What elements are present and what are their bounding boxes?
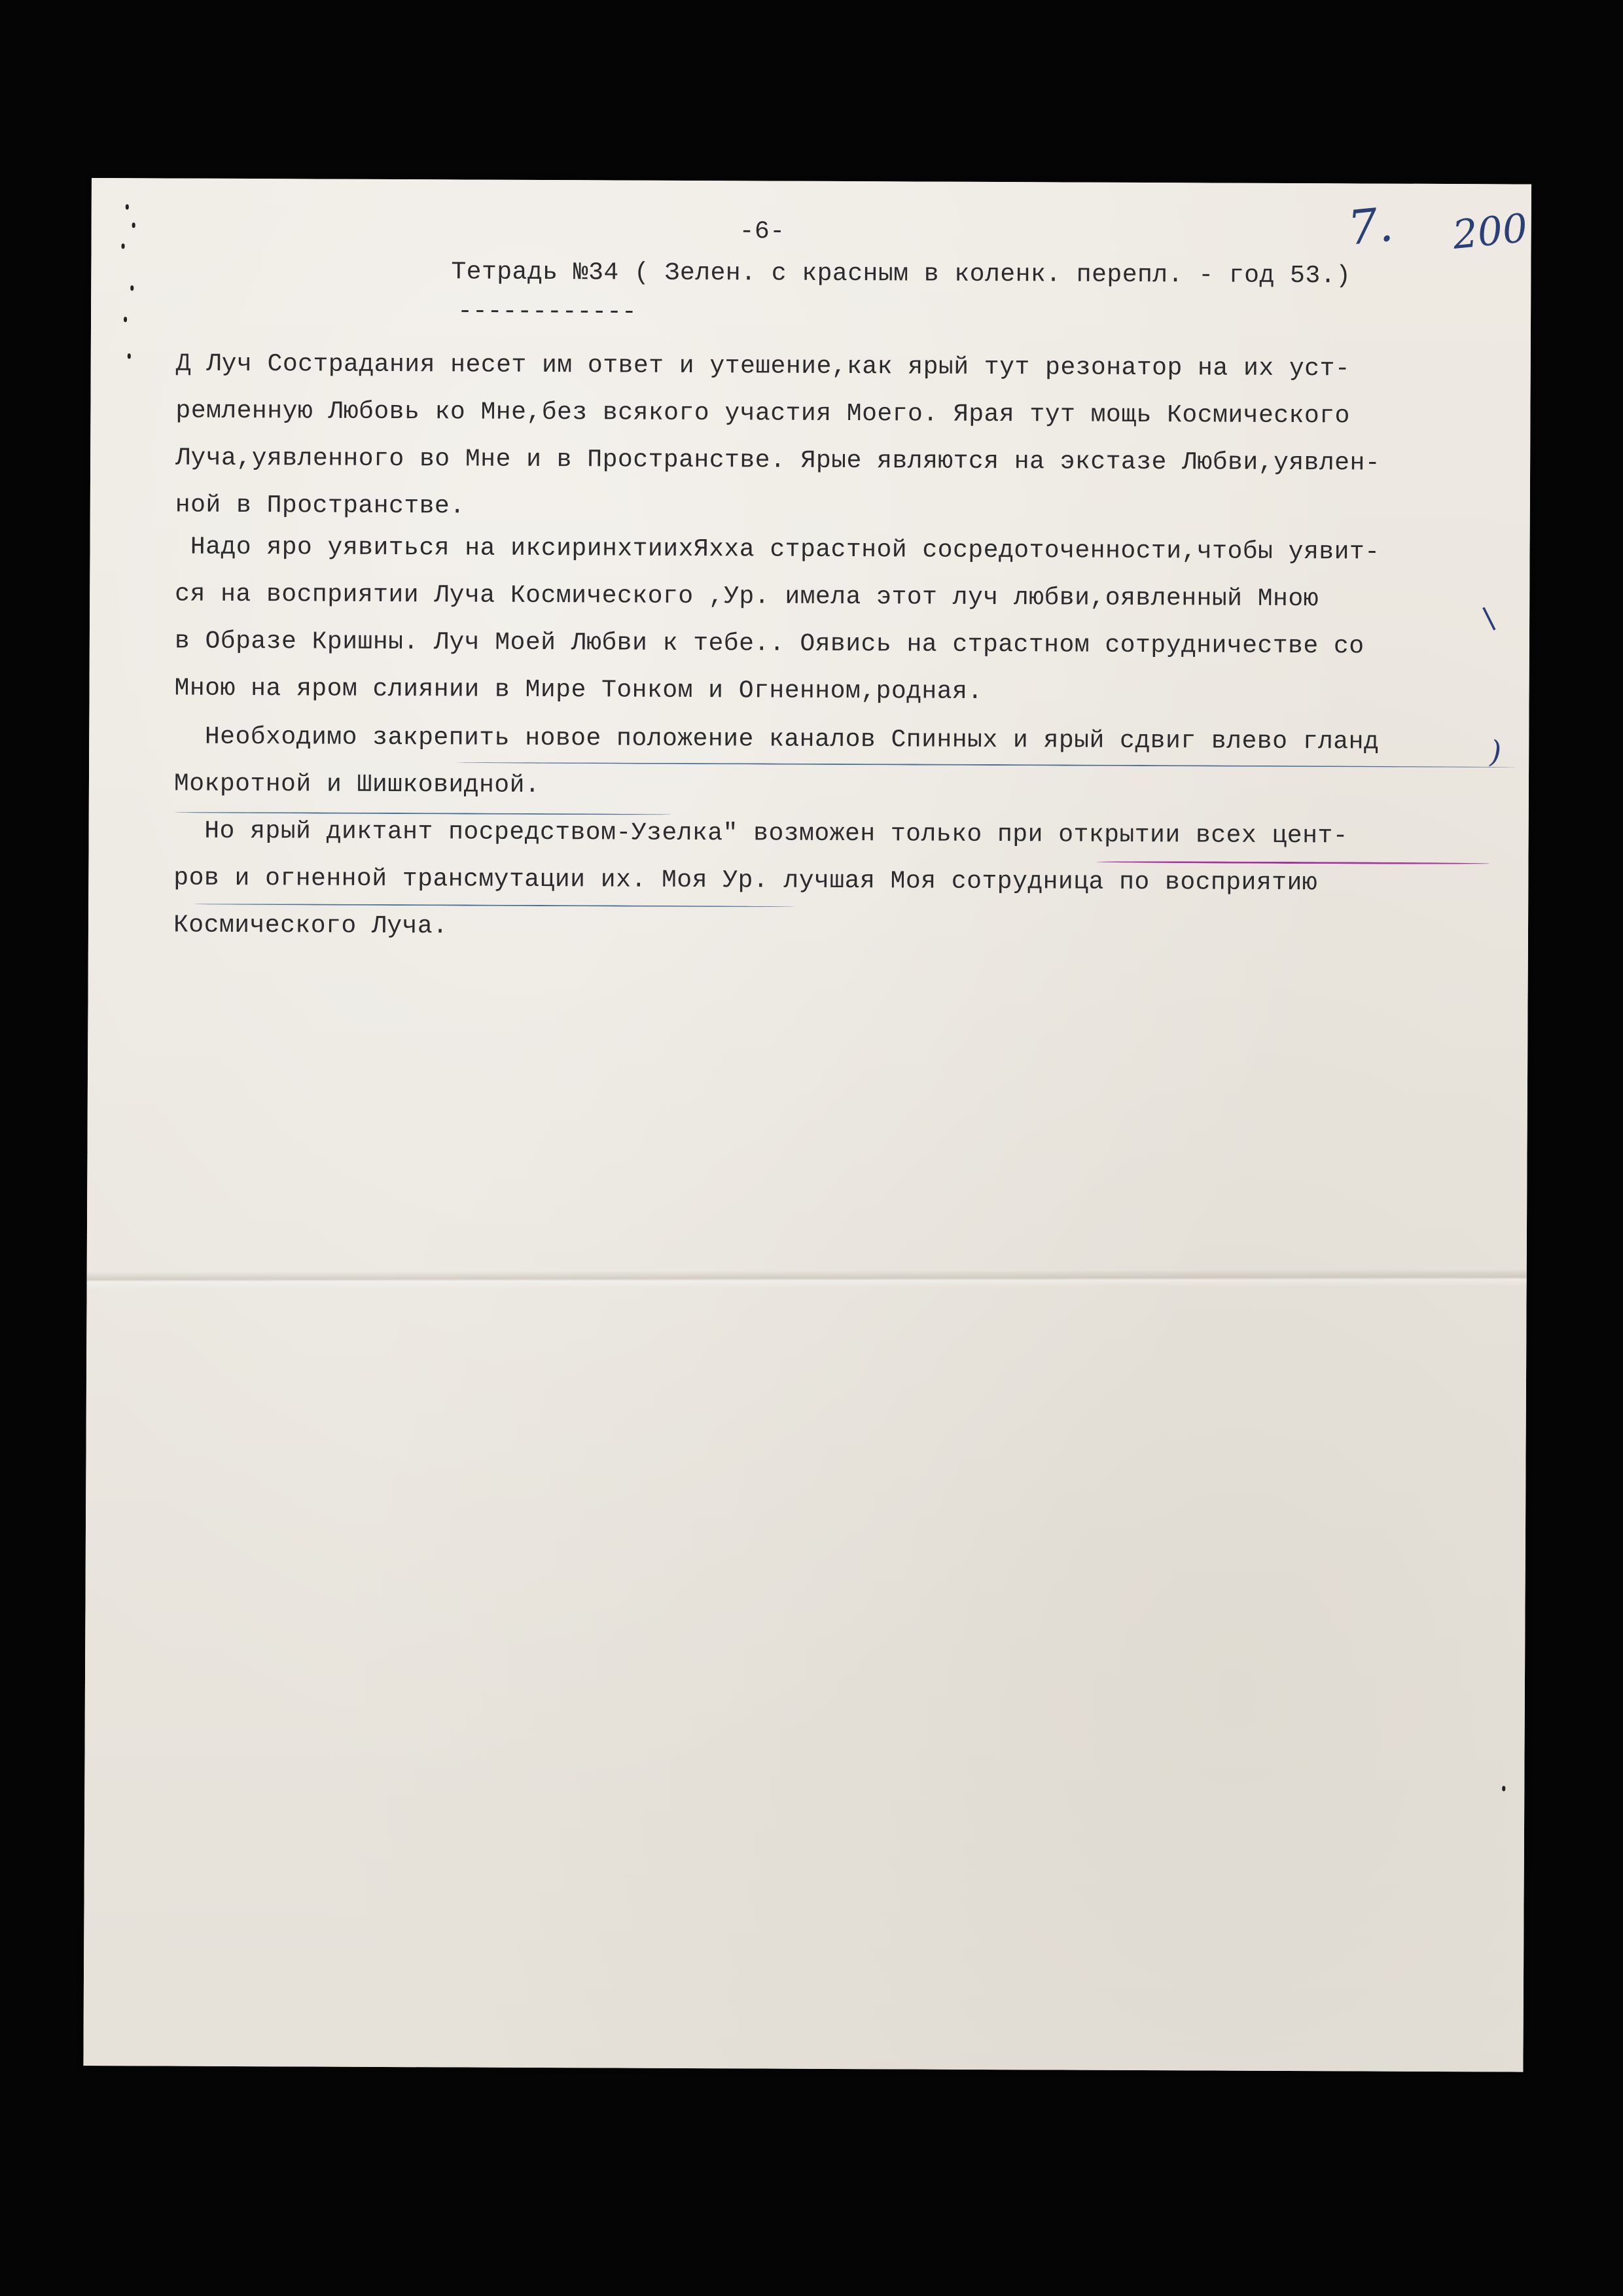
text-line: Мокротной и Шишковидной. bbox=[173, 769, 541, 800]
text-line: Но ярый диктант посредством-Узелка" возможен только при открытии всех цент- bbox=[173, 817, 1349, 851]
text-line: Мною на яром слиянии в Мире Тонком и Огненном,родная. bbox=[174, 674, 983, 706]
paper-speck bbox=[124, 317, 127, 322]
page-number: -6- bbox=[739, 217, 785, 246]
notebook-heading: Тетрадь №34 ( Зелен. с красным в коленк. перепл. - год 53.) bbox=[451, 258, 1351, 291]
text-line: в Образе Кришны. Луч Моей Любви к тебе.. Оявись на страстном сотрудничестве со bbox=[174, 627, 1364, 661]
handwritten-archive-number: 200 bbox=[1450, 205, 1530, 258]
text-line: Космического Луча. bbox=[173, 911, 448, 941]
paper-speck bbox=[128, 353, 131, 359]
document-page bbox=[83, 178, 1531, 2072]
text-line: ся на восприятии Луча Космического ,Ур. имела этот луч любви,оявленный Мною bbox=[175, 580, 1319, 614]
paragraph-4 bbox=[173, 808, 1361, 955]
paper-speck bbox=[126, 204, 129, 209]
paragraph-1 bbox=[175, 341, 1394, 535]
handwritten-page-number: 7. bbox=[1345, 196, 1396, 256]
paper-speck bbox=[132, 222, 135, 228]
paragraph-2 bbox=[174, 524, 1393, 718]
paper-speck bbox=[1502, 1786, 1505, 1791]
text-line: Надо яро уявиться на иксиринхтиихЯхха страстной сосредоточенности,чтобы уявит- bbox=[175, 533, 1380, 567]
text-line: ремленную Любовь ко Мне,без всякого участия Моего. Ярая тут мощь Космического bbox=[175, 397, 1350, 431]
margin-stroke-mark: \ bbox=[1478, 599, 1500, 637]
text-line: ров и огненной трансмутации их. Моя Ур. лучшая Моя сотрудница по восприятию bbox=[173, 864, 1318, 898]
text-line: Д Луч Сострадания несет им ответ и утешение,как ярый тут резонатор на их уст- bbox=[175, 349, 1351, 383]
text-line: Луча,уявленного во Мне и в Пространстве. Ярые являются на экстазе Любви,уявлен- bbox=[175, 444, 1381, 478]
text-line: Необходимо закрепить новое положение каналов Спинных и ярый сдвиг влево гланд bbox=[174, 722, 1380, 756]
paper-fold-crease bbox=[87, 1269, 1527, 1289]
margin-bracket-mark: ) bbox=[1489, 733, 1502, 769]
text-line: ной в Пространстве. bbox=[175, 491, 465, 521]
paper-speck bbox=[130, 285, 134, 291]
heading-underline: ------------ bbox=[457, 297, 637, 327]
paper-speck bbox=[122, 243, 125, 249]
